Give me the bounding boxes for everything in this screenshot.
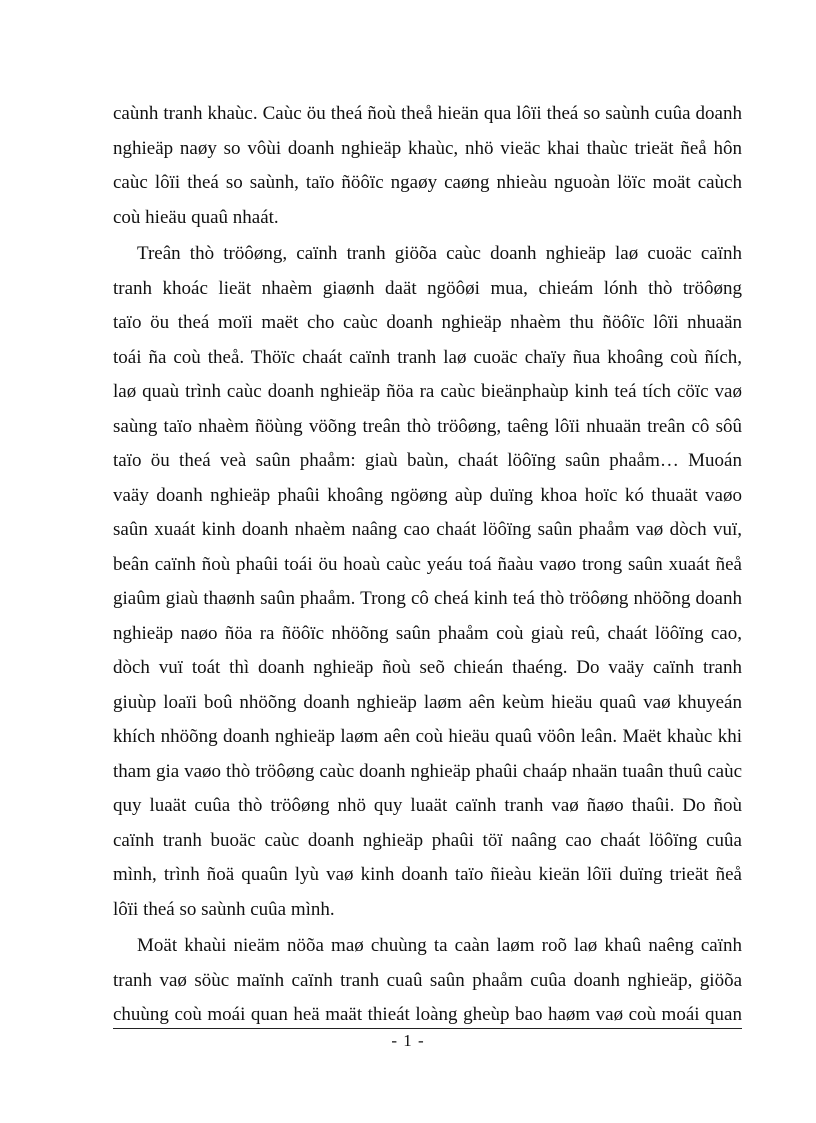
text-line: giuùp loaïi boû nhöõng doanh nghieäp laøm aên keùm hieäu quaû vaø khuyeán	[113, 691, 742, 713]
text-line: caùc lôïi theá so saùnh, taïo ñöôïc ngaøy caøng nhieàu nguoàn löïc moät caùch	[113, 172, 742, 193]
body-text	[113, 97, 742, 1033]
text-line: Treân thò tröôøng, caïnh tranh giöõa caùc doanh nghieäp laø cuoäc caïnh	[137, 243, 742, 264]
page-number: - 1 -	[391, 1031, 425, 1050]
text-line: saùng taïo nhaèm ñöùng vöõng treân thò tröôøng, taêng lôïi nhuaän treân cô sôû	[113, 415, 742, 437]
text-line: caïnh tranh buoäc caùc doanh nghieäp phaûi töï naâng cao chaát löôïng cuûa	[113, 829, 742, 851]
text-line: laø quaù trình caùc doanh nghieäp ñöa ra caùc bieänphaùp kinh teá tích cöïc vaø	[113, 381, 742, 402]
text-line: Moät khaùi nieäm nöõa maø chuùng ta caàn laøm roõ laø khaû naêng caïnh	[137, 935, 742, 956]
text-line: lôïi theá so saùnh cuûa mình.	[113, 898, 335, 920]
text-line: taïo öu theá moïi maët cho caùc doanh nghieäp nhaèm thu ñöôïc lôïi nhuaän	[113, 312, 742, 333]
paragraph-2	[113, 237, 742, 927]
text-line: saûn xuaát kinh doanh nhaèm naâng cao chaát löôïng saûn phaåm vaø dòch vuï,	[113, 519, 742, 540]
footer-divider	[113, 1028, 742, 1029]
text-line: giaûm giaù thaønh saûn phaåm. Trong cô cheá kinh teá thò tröôøng nhöõng doanh	[113, 588, 742, 609]
text-line: nghieäp naøo ñöa ra ñöôïc nhöõng saûn phaåm coù giaù reû, chaát löôïng cao,	[113, 622, 742, 644]
text-line: dòch vuï toát thì doanh nghieäp ñoù seõ chieán thaéng. Do vaäy caïnh tranh	[113, 657, 742, 678]
text-line: tranh vaø söùc maïnh caïnh tranh cuaû saûn phaåm cuûa doanh nghieäp, giöõa	[113, 969, 742, 991]
text-line: tham gia vaøo thò tröôøng caùc doanh nghieäp phaûi chaáp nhaän tuaân thuû caùc	[113, 760, 742, 782]
text-line: chuùng coù moái quan heä maät thieát loàng gheùp bao haøm vaø coù moái quan	[113, 1004, 742, 1025]
text-line: nghieäp naøy so vôùi doanh nghieäp khaùc, nhö vieäc khai thaùc trieät ñeå hôn	[113, 137, 742, 159]
text-line: caùnh tranh khaùc. Caùc öu theá ñoù theå hieän qua lôïi theá so saùnh cuûa doanh	[113, 103, 742, 124]
text-line: vaäy doanh nghieäp phaûi khoâng ngöøng aùp duïng khoa hoïc kó thuaät vaøo	[113, 484, 742, 506]
text-line: khích nhöõng doanh nghieäp laøm aên coù hieäu quaû vöôn leân. Maët khaùc khi	[113, 726, 742, 747]
text-line: coù hieäu quaû nhaát.	[113, 206, 279, 228]
text-line: beân caïnh ñoù phaûi toái öu hoaù caùc yeáu toá ñaàu vaøo trong saûn xuaát ñeå	[113, 553, 742, 575]
paragraph-1	[113, 97, 742, 235]
text-line: tranh khoác lieät nhaèm giaønh daät ngöôøi mua, chieám lónh thò tröôøng	[113, 277, 742, 299]
text-line: quy luaät cuûa thò tröôøng nhö quy luaät caïnh tranh vaø ñaøo thaûi. Do ñoù	[113, 795, 742, 816]
text-line: mình, trình ñoä quaûn lyù vaø kinh doanh taïo ñieàu kieän lôïi duïng trieät ñeå	[113, 864, 742, 885]
text-line: toái ña coù theå. Thöïc chaát caïnh tranh laø cuoäc chaïy ñua khoâng coù ñích,	[113, 346, 742, 368]
text-line: taïo öu theá veà saûn phaåm: giaù baùn, chaát löôïng saûn phaåm… Muoán	[113, 450, 742, 471]
paragraph-3	[113, 929, 742, 1033]
